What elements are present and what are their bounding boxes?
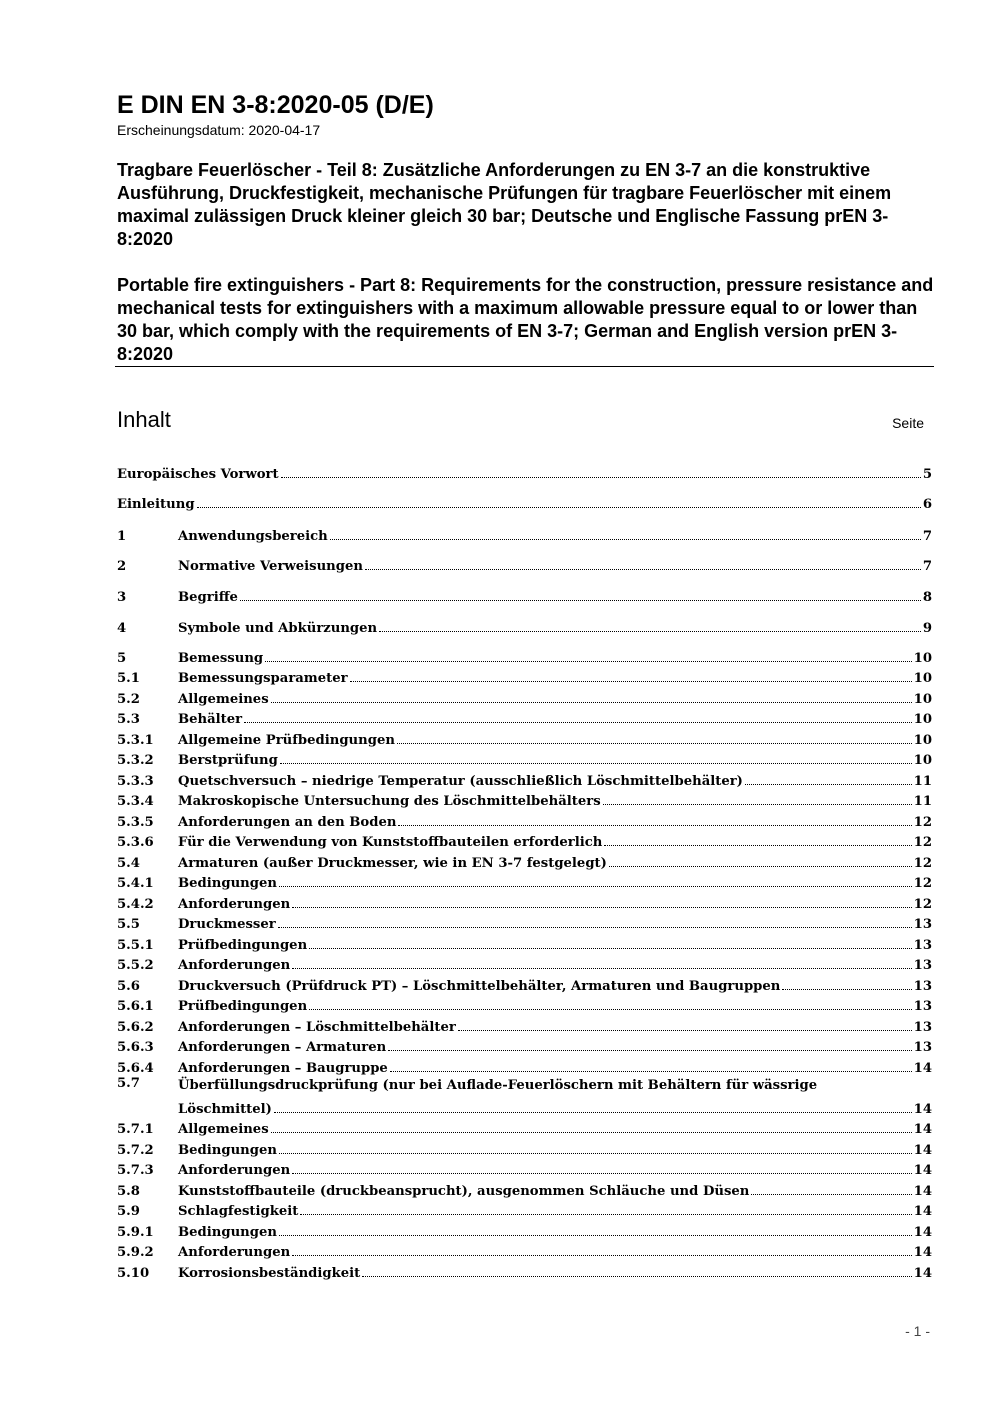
toc-entry-number: 5.3.6 [117, 835, 154, 850]
toc-entry-page: 13 [913, 938, 932, 953]
toc-entry-number: 5.4.1 [117, 876, 154, 891]
toc-entry-title: Berstprüfung [178, 753, 278, 768]
toc-entry-number: 5.5 [117, 917, 140, 932]
toc-entry-page: 7 [922, 559, 932, 574]
toc-entry-title: Schlagfestigkeit [178, 1204, 299, 1219]
toc-entry-title: Normative Verweisungen [178, 559, 363, 574]
toc-leader-dots [309, 948, 911, 949]
toc-entry-title: Behälter [178, 712, 243, 727]
toc-entry-title: Armaturen (außer Druckmesser, wie in EN 3-7 festgelegt) [178, 856, 607, 871]
toc-entry[interactable] [117, 1138, 932, 1158]
toc-leader-dots [398, 825, 911, 826]
toc-entry-number: 5.2 [117, 692, 140, 707]
toc-entry-title: Anforderungen an den Boden [178, 815, 397, 830]
toc-entry-title: Druckversuch (Prüfdruck PT) – Löschmittelbehälter, Armaturen und Baugruppen [178, 979, 781, 994]
toc-entry-page: 5 [922, 467, 932, 482]
toc-entry-page: 12 [913, 876, 932, 891]
toc-entry-number: 5.6.2 [117, 1020, 154, 1035]
toc-entry[interactable] [117, 1076, 932, 1117]
toc-leader-dots [745, 784, 912, 785]
toc-entry-number: 5.6.3 [117, 1040, 154, 1055]
toc-entry-page: 14 [913, 1102, 932, 1117]
toc-entry-number: 5.4 [117, 856, 140, 871]
toc-entry-page: 12 [913, 897, 932, 912]
toc-entry[interactable] [117, 830, 932, 850]
toc-heading: Inhalt [117, 407, 171, 432]
toc-entry-number: 5.6 [117, 979, 140, 994]
toc-entry-title: Anforderungen – Baugruppe [178, 1061, 388, 1076]
toc-leader-dots [350, 681, 912, 682]
toc-entry-number: 5.6.4 [117, 1061, 154, 1076]
toc-entry[interactable] [117, 1056, 932, 1076]
toc-entry-page: 13 [913, 999, 932, 1014]
toc-entry-number: 5.9 [117, 1204, 140, 1219]
toc-entry-title: Für die Verwendung von Kunststoffbauteilen erforderlich [178, 835, 603, 850]
toc-entry-page: 10 [913, 651, 932, 666]
toc-entry-page: 14 [913, 1204, 932, 1219]
toc-entry-title: Anforderungen [178, 897, 291, 912]
toc-entry[interactable] [117, 462, 932, 482]
toc-entry[interactable] [117, 851, 932, 871]
toc-entry[interactable] [117, 769, 932, 789]
toc-entry[interactable] [117, 687, 932, 707]
toc-entry-title: Anforderungen [178, 958, 291, 973]
toc-entry[interactable] [117, 871, 932, 891]
toc-entry-title: Makroskopische Untersuchung des Löschmittelbehälters [178, 794, 601, 809]
toc-leader-dots [362, 1276, 911, 1277]
toc-entry-number: 5.4.2 [117, 897, 154, 912]
toc-leader-dots [281, 477, 921, 478]
toc-leader-dots [197, 507, 921, 508]
toc-entry-page: 7 [922, 529, 932, 544]
toc-leader-dots [365, 569, 921, 570]
toc-entry-title: Anforderungen [178, 1163, 291, 1178]
toc-entry[interactable] [117, 646, 932, 666]
toc-leader-dots [240, 600, 921, 601]
toc-entry-page: 14 [913, 1061, 932, 1076]
toc-entry-title: Allgemeine Prüfbedingungen [178, 733, 395, 748]
toc-entry[interactable] [117, 974, 932, 994]
toc-entry-number: 1 [117, 529, 127, 544]
toc-entry-number: 5.7.3 [117, 1163, 154, 1178]
toc-entry-page: 10 [913, 733, 932, 748]
toc-entry-page: 8 [922, 590, 932, 605]
toc-leader-dots [609, 866, 912, 867]
toc-entry[interactable] [117, 789, 932, 809]
toc-entry-page: 14 [913, 1266, 932, 1281]
toc-entry-page: 13 [913, 1040, 932, 1055]
toc-leader-dots [279, 1153, 912, 1154]
toc-entry-title: Symbole und Abkürzungen [178, 621, 378, 636]
toc-entry-page: 10 [913, 712, 932, 727]
toc-entry-number: 5.3.1 [117, 733, 154, 748]
toc-leader-dots [309, 1009, 911, 1010]
toc-entry-number: 5 [117, 651, 127, 666]
toc-entry-page: 12 [913, 856, 932, 871]
toc-entry[interactable] [117, 994, 932, 1014]
toc-entry[interactable] [117, 1158, 932, 1178]
toc-entry-number: 5.8 [117, 1184, 140, 1199]
toc-entry[interactable] [117, 912, 932, 932]
toc-entry-title: Prüfbedingungen [178, 938, 308, 953]
toc-leader-dots [292, 968, 911, 969]
toc-entry-number: 5.3.4 [117, 794, 154, 809]
toc-entry-number: 5.3.2 [117, 753, 154, 768]
toc-entry[interactable] [117, 933, 932, 953]
toc-entry-title-continuation [178, 1096, 932, 1117]
toc-entry-number: 5.3.3 [117, 774, 154, 789]
toc-entry-page: 10 [913, 753, 932, 768]
toc-entry-number: 5.1 [117, 671, 140, 686]
toc-entry-title: Prüfbedingungen [178, 999, 308, 1014]
toc-leader-dots [388, 1050, 911, 1051]
toc-entry-number: 2 [117, 559, 127, 574]
toc-entry-title: Kunststoffbauteile (druckbeansprucht), ausgenommen Schläuche und Düsen [178, 1184, 750, 1199]
toc-entry-page: 14 [913, 1122, 932, 1137]
toc-entry[interactable] [117, 1015, 932, 1035]
toc-leader-dots [271, 1132, 912, 1133]
toc-leader-dots [265, 661, 912, 662]
toc-entry[interactable] [117, 616, 932, 636]
toc-entry[interactable] [117, 1261, 932, 1281]
toc-entry-title: Korrosionsbeständigkeit [178, 1266, 361, 1281]
toc-leader-dots [604, 845, 911, 846]
toc-entry-number: 5.7.2 [117, 1143, 154, 1158]
title-divider [115, 366, 934, 367]
toc-entry-page: 14 [913, 1184, 932, 1199]
toc-leader-dots [278, 927, 912, 928]
toc-entry[interactable] [117, 1179, 932, 1199]
toc-entry[interactable] [117, 810, 932, 830]
toc-entry-page: 13 [913, 958, 932, 973]
toc-entry-title: Einleitung [117, 497, 195, 512]
toc-entry[interactable] [117, 1117, 932, 1137]
toc-leader-dots [274, 1112, 912, 1113]
toc-entry-title-line2: Löschmittel) [178, 1102, 272, 1117]
toc-entry-page: 9 [922, 621, 932, 636]
publication-date: Erscheinungsdatum: 2020-04-17 [117, 122, 321, 138]
toc-leader-dots [292, 1255, 911, 1256]
toc-leader-dots [292, 1173, 911, 1174]
toc-entry[interactable] [117, 892, 932, 912]
toc-leader-dots [279, 886, 912, 887]
toc-entry-title: Bedingungen [178, 1225, 277, 1240]
toc-leader-dots [300, 1214, 911, 1215]
toc-entry-number: 5.7 [117, 1076, 140, 1091]
toc-entry-number: 5.7.1 [117, 1122, 154, 1137]
toc-entry-page: 12 [913, 815, 932, 830]
toc-entry-title: Bedingungen [178, 876, 277, 891]
toc-entry-title-block [178, 1076, 932, 1117]
page-number: - 1 - [905, 1323, 930, 1339]
toc-leader-dots [271, 702, 912, 703]
toc-entry-title: Begriffe [178, 590, 238, 605]
toc-leader-dots [603, 804, 912, 805]
toc-entry-number: 5.5.1 [117, 938, 154, 953]
toc-entry-page: 14 [913, 1143, 932, 1158]
toc-entry[interactable] [117, 953, 932, 973]
toc-entry-title: Bedingungen [178, 1143, 277, 1158]
toc-leader-dots [390, 1071, 912, 1072]
toc-entry-number: 5.3.5 [117, 815, 154, 830]
toc-entry-page: 13 [913, 979, 932, 994]
toc-entry[interactable] [117, 524, 932, 544]
toc-entry-number: 5.5.2 [117, 958, 154, 973]
toc-entry-title: Europäisches Vorwort [117, 467, 279, 482]
toc-page-column-label: Seite [892, 415, 924, 431]
toc-entry-number: 5.10 [117, 1266, 150, 1281]
toc-entry-title: Überfüllungsdruckprüfung (nur bei Auflade-Feuerlöschern mit Behältern für wässrige [178, 1078, 818, 1093]
toc-entry-number: 4 [117, 621, 127, 636]
toc-entry[interactable] [117, 748, 932, 768]
toc-entry-page: 14 [913, 1245, 932, 1260]
toc-entry-page: 10 [913, 671, 932, 686]
toc-leader-dots [458, 1030, 912, 1031]
toc-entry-title: Bemessung [178, 651, 264, 666]
toc-entry-page: 11 [913, 794, 932, 809]
toc-leader-dots [330, 539, 921, 540]
toc-entry-number: 5.9.2 [117, 1245, 154, 1260]
toc-entry-number: 5.3 [117, 712, 140, 727]
toc-leader-dots [292, 907, 911, 908]
toc-entry-page: 13 [913, 1020, 932, 1035]
toc-entry[interactable] [117, 728, 932, 748]
toc-entry-page: 14 [913, 1163, 932, 1178]
toc-leader-dots [782, 989, 911, 990]
standard-id: E DIN EN 3-8:2020-05 (D/E) [117, 91, 434, 119]
toc-entry-title: Quetschversuch – niedrige Temperatur (ausschließlich Löschmittelbehälter) [178, 774, 743, 789]
toc-entry-number: 5.6.1 [117, 999, 154, 1014]
toc-entry-title: Allgemeines [178, 692, 269, 707]
toc-entry[interactable] [117, 1240, 932, 1260]
toc-leader-dots [280, 763, 912, 764]
toc-entry-title: Druckmesser [178, 917, 276, 932]
toc-entry-title: Anforderungen – Armaturen [178, 1040, 387, 1055]
toc-entry[interactable] [117, 1199, 932, 1219]
toc-entry[interactable] [117, 585, 932, 605]
toc-leader-dots [751, 1194, 911, 1195]
toc-entry[interactable] [117, 707, 932, 727]
toc-entry-title: Anforderungen [178, 1245, 291, 1260]
toc-entry-page: 14 [913, 1225, 932, 1240]
toc-entry-title: Anforderungen – Löschmittelbehälter [178, 1020, 456, 1035]
title-english: Portable fire extinguishers - Part 8: Requirements for the construction, pressure resistance and mechanical tests for extinguishers with a maximum allowable pressure equal to or lower than 30 bar, which comply with the requirements of EN 3-7; German and English version prEN 3-8:2020 [117, 275, 934, 364]
toc-entry[interactable] [117, 666, 932, 686]
toc-entry[interactable] [117, 1035, 932, 1055]
toc-entry-page: 10 [913, 692, 932, 707]
toc-entry-title: Bemessungsparameter [178, 671, 348, 686]
toc-leader-dots [397, 743, 912, 744]
toc-entry-number: 5.9.1 [117, 1225, 154, 1240]
toc-entry-page: 11 [913, 774, 932, 789]
toc-leader-dots [244, 722, 912, 723]
toc-entry[interactable] [117, 1220, 932, 1240]
toc-leader-dots [379, 631, 921, 632]
toc-entry-title: Allgemeines [178, 1122, 269, 1137]
toc-entry-title: Anwendungsbereich [178, 529, 328, 544]
title-german: Tragbare Feuerlöscher - Teil 8: Zusätzliche Anforderungen zu EN 3-7 an die konstruktive Ausführung, Druckfestigkeit, mechanische Prüfungen für tragbare Feuerlöscher mit einem maximal zulässigen Druck kleiner gleich 30 bar; Deutsche und Englische Fassung prEN 3-8:2020 [117, 160, 892, 249]
toc-entry-page: 6 [922, 497, 932, 512]
toc-entry[interactable] [117, 492, 932, 512]
toc-entry-page: 13 [913, 917, 932, 932]
toc-entry-number: 3 [117, 590, 127, 605]
toc-entry[interactable] [117, 554, 932, 574]
toc-leader-dots [279, 1235, 912, 1236]
toc-entry-page: 12 [913, 835, 932, 850]
